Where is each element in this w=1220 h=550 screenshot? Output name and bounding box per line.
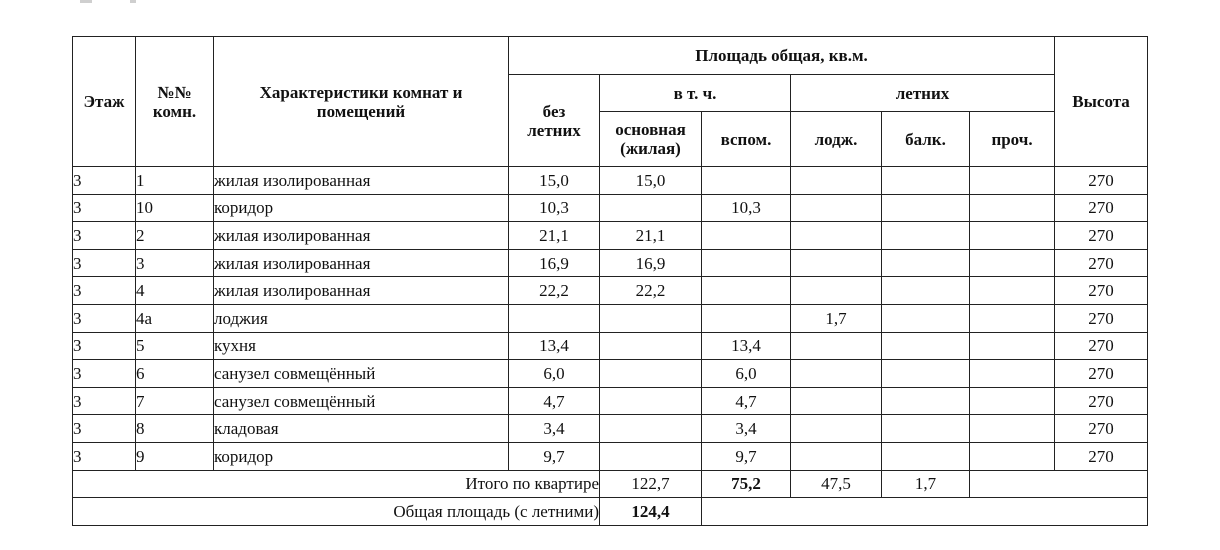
cell-description: кухня: [214, 332, 509, 360]
cell-description: санузел совмещённый: [214, 360, 509, 388]
header-main-living: основная (жилая): [600, 112, 702, 167]
cell-without-summer: 3,4: [509, 415, 600, 443]
cell-other: [970, 387, 1055, 415]
table-row: [73, 249, 1148, 277]
cell-height: 270: [1055, 194, 1148, 222]
cell-auxiliary: 13,4: [702, 332, 791, 360]
cell-height: 270: [1055, 277, 1148, 305]
cell-other: [970, 360, 1055, 388]
cell-description: лоджия: [214, 304, 509, 332]
cell-without-summer: 15,0: [509, 167, 600, 195]
cell-room-number: 9: [136, 442, 214, 470]
cell-room-number: 4: [136, 277, 214, 305]
total-without-summer: 122,7: [600, 470, 702, 498]
cell-other: [970, 167, 1055, 195]
header-floor: Этаж: [73, 37, 136, 167]
header-summer: летних: [791, 75, 1055, 112]
cell-loggia: [791, 167, 882, 195]
cell-description: жилая изолированная: [214, 277, 509, 305]
cell-loggia: [791, 332, 882, 360]
table-row: [73, 442, 1148, 470]
cell-without-summer: 21,1: [509, 222, 600, 250]
cell-without-summer: 10,3: [509, 194, 600, 222]
cell-balcony: [882, 304, 970, 332]
cell-main-living: 15,0: [600, 167, 702, 195]
room-explication-table: [72, 36, 1148, 526]
cell-room-number: 3: [136, 249, 214, 277]
cell-balcony: [882, 387, 970, 415]
total-label: Итого по квартире: [73, 470, 600, 498]
cell-description: жилая изолированная: [214, 222, 509, 250]
cell-auxiliary: 9,7: [702, 442, 791, 470]
cell-height: 270: [1055, 332, 1148, 360]
total-row: [73, 470, 1148, 498]
cell-auxiliary: [702, 167, 791, 195]
cell-floor: 3: [73, 249, 136, 277]
cell-other: [970, 249, 1055, 277]
cell-loggia: [791, 360, 882, 388]
table-row: [73, 167, 1148, 195]
header-other: проч.: [970, 112, 1055, 167]
grand-total-label: Общая площадь (с летними): [73, 498, 600, 526]
cell-room-number: 6: [136, 360, 214, 388]
header-without-summer: без летних: [509, 75, 600, 167]
cell-floor: 3: [73, 442, 136, 470]
cell-loggia: [791, 222, 882, 250]
cell-balcony: [882, 167, 970, 195]
table-row: [73, 194, 1148, 222]
cell-auxiliary: 6,0: [702, 360, 791, 388]
cell-main-living: [600, 332, 702, 360]
cell-floor: 3: [73, 194, 136, 222]
cell-floor: 3: [73, 415, 136, 443]
cell-main-living: 16,9: [600, 249, 702, 277]
cell-without-summer: 9,7: [509, 442, 600, 470]
cell-room-number: 4а: [136, 304, 214, 332]
cell-auxiliary: 3,4: [702, 415, 791, 443]
header-including: в т. ч.: [600, 75, 791, 112]
cell-balcony: [882, 442, 970, 470]
cell-main-living: 21,1: [600, 222, 702, 250]
cell-auxiliary: [702, 222, 791, 250]
cell-loggia: [791, 442, 882, 470]
total-auxiliary: 47,5: [791, 470, 882, 498]
cell-main-living: 22,2: [600, 277, 702, 305]
cell-main-living: [600, 304, 702, 332]
table-row: [73, 222, 1148, 250]
cell-description: санузел совмещённый: [214, 387, 509, 415]
cell-height: 270: [1055, 222, 1148, 250]
cell-auxiliary: 10,3: [702, 194, 791, 222]
table-row: [73, 277, 1148, 305]
cell-room-number: 5: [136, 332, 214, 360]
cell-main-living: [600, 360, 702, 388]
cell-room-number: 1: [136, 167, 214, 195]
cell-height: 270: [1055, 249, 1148, 277]
header-description: Характеристики комнат и помещений: [214, 37, 509, 167]
cell-height: 270: [1055, 415, 1148, 443]
table-row: [73, 304, 1148, 332]
cell-main-living: [600, 415, 702, 443]
grand-total-row: [73, 498, 1148, 526]
cell-floor: 3: [73, 332, 136, 360]
cell-height: 270: [1055, 387, 1148, 415]
cell-description: жилая изолированная: [214, 249, 509, 277]
total-loggia: 1,7: [882, 470, 970, 498]
cell-loggia: [791, 387, 882, 415]
cell-height: 270: [1055, 442, 1148, 470]
cell-auxiliary: [702, 249, 791, 277]
cell-without-summer: [509, 304, 600, 332]
table-row: [73, 332, 1148, 360]
cell-without-summer: 16,9: [509, 249, 600, 277]
cell-main-living: [600, 194, 702, 222]
table-row: [73, 360, 1148, 388]
total-main: 75,2: [702, 470, 791, 498]
cell-other: [970, 277, 1055, 305]
table-row: [73, 387, 1148, 415]
cell-room-number: 10: [136, 194, 214, 222]
cell-description: коридор: [214, 442, 509, 470]
header-auxiliary: вспом.: [702, 112, 791, 167]
grand-total-value: 124,4: [600, 498, 702, 526]
cell-balcony: [882, 249, 970, 277]
cell-floor: 3: [73, 222, 136, 250]
cell-without-summer: 6,0: [509, 360, 600, 388]
cell-floor: 3: [73, 387, 136, 415]
header-balcony: балк.: [882, 112, 970, 167]
cell-floor: 3: [73, 277, 136, 305]
cell-other: [970, 304, 1055, 332]
cell-other: [970, 194, 1055, 222]
cell-auxiliary: [702, 304, 791, 332]
total-empty: [970, 470, 1148, 498]
cell-loggia: 1,7: [791, 304, 882, 332]
cell-other: [970, 442, 1055, 470]
scan-edge-mark: [0, 0, 130, 6]
table-row: [73, 415, 1148, 443]
cell-floor: 3: [73, 304, 136, 332]
cell-room-number: 2: [136, 222, 214, 250]
header-area-total: Площадь общая, кв.м.: [509, 37, 1055, 75]
cell-height: 270: [1055, 360, 1148, 388]
cell-room-number: 8: [136, 415, 214, 443]
cell-height: 270: [1055, 167, 1148, 195]
header-height: Высота: [1055, 37, 1148, 167]
cell-description: кладовая: [214, 415, 509, 443]
cell-height: 270: [1055, 304, 1148, 332]
cell-loggia: [791, 249, 882, 277]
cell-description: коридор: [214, 194, 509, 222]
header-room-number: №№ комн.: [136, 37, 214, 167]
grand-total-empty: [702, 498, 1148, 526]
cell-without-summer: 22,2: [509, 277, 600, 305]
header-loggia: лодж.: [791, 112, 882, 167]
cell-other: [970, 415, 1055, 443]
cell-floor: 3: [73, 167, 136, 195]
cell-balcony: [882, 360, 970, 388]
cell-auxiliary: 4,7: [702, 387, 791, 415]
cell-other: [970, 222, 1055, 250]
cell-balcony: [882, 194, 970, 222]
cell-loggia: [791, 194, 882, 222]
cell-loggia: [791, 415, 882, 443]
cell-auxiliary: [702, 277, 791, 305]
cell-balcony: [882, 222, 970, 250]
cell-main-living: [600, 442, 702, 470]
cell-room-number: 7: [136, 387, 214, 415]
cell-balcony: [882, 277, 970, 305]
cell-balcony: [882, 332, 970, 360]
cell-floor: 3: [73, 360, 136, 388]
cell-without-summer: 4,7: [509, 387, 600, 415]
cell-description: жилая изолированная: [214, 167, 509, 195]
cell-without-summer: 13,4: [509, 332, 600, 360]
cell-main-living: [600, 387, 702, 415]
cell-balcony: [882, 415, 970, 443]
cell-loggia: [791, 277, 882, 305]
cell-other: [970, 332, 1055, 360]
